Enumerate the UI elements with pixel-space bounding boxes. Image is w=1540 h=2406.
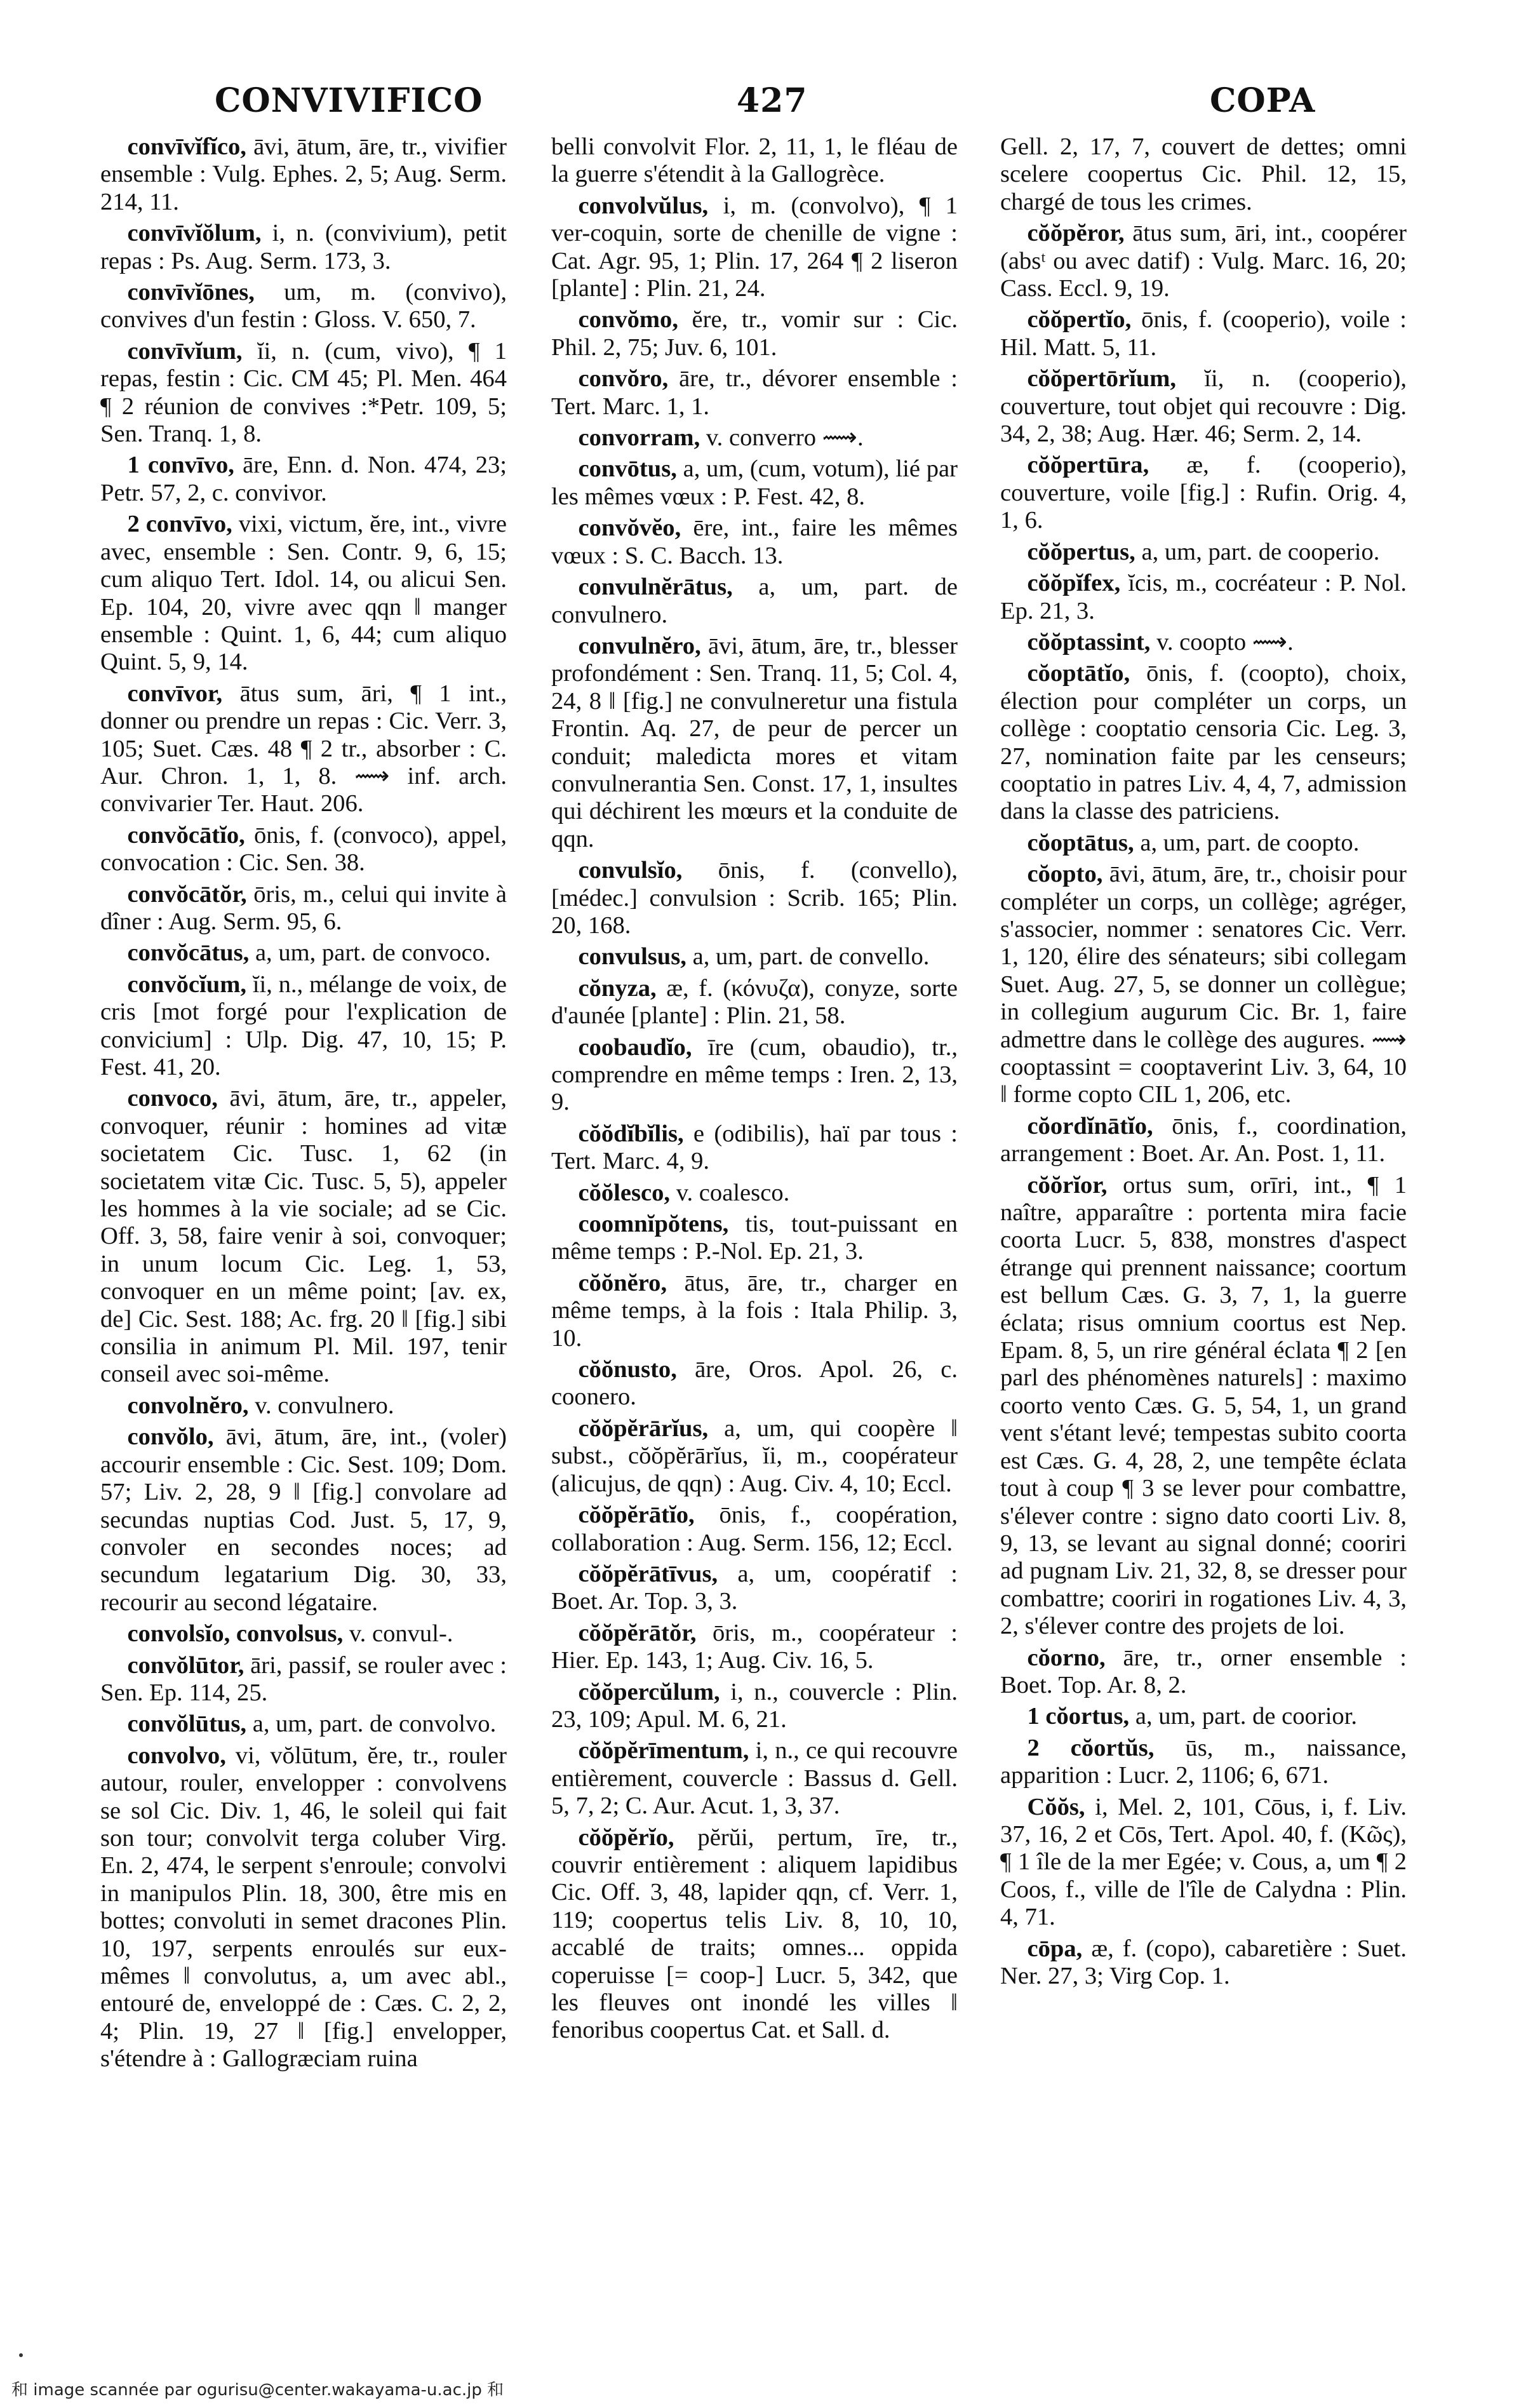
entry-definition: a, um, part. de convello. — [692, 943, 930, 971]
page-number: 427 — [737, 81, 808, 120]
dictionary-entry — [1000, 861, 1407, 1109]
dictionary-entry — [551, 975, 958, 1030]
entry-definition: æ, f. (κόνυζα), conyze, sorte d'aunée [plante] : Plin. 21, 58. — [551, 974, 958, 1030]
entry-headword: cŏŏpĕrātīvus, — [578, 1560, 718, 1587]
dictionary-column-3 — [1000, 133, 1407, 2337]
entry-headword: convīvĭōnes, — [127, 279, 255, 306]
entry-definition: i, n. (convivium), petit repas : Ps. Aug. Serm. 173, 3. — [100, 220, 507, 274]
entry-definition: ūs, m., naissance, apparition : Lucr. 2, 1106; 6, 671. — [1000, 1734, 1407, 1789]
dictionary-entry — [551, 1415, 958, 1498]
entry-headword: convolnĕro, — [127, 1392, 249, 1419]
entry-headword: convŏro, — [578, 365, 669, 393]
entry-definition: Gell. 2, 17, 7, couvert de dettes; omni scelere coopertus Cic. Phil. 12, 15, chargé de tous les crimes. — [1000, 133, 1407, 215]
entry-definition: um, m. (convivo), convives d'un festin : Gloss. V. 650, 7. — [100, 279, 507, 333]
scan-mark — [19, 2353, 23, 2357]
dictionary-entry — [551, 455, 958, 511]
entry-definition: belli convolvit Flor. 2, 11, 1, le fléau de la guerre s'étendit à la Gallogrèce. — [551, 133, 958, 188]
entry-definition: tis, tout-puissant en même temps : P.-Nol. Ep. 21, 3. — [551, 1211, 958, 1265]
dictionary-entry — [100, 1742, 507, 2073]
entry-headword: convŏlo, — [127, 1423, 214, 1451]
entry-definition: āvi, ātum, āre, tr., choisir pour compléter un corps, un collège; agréger, s'associer, nommer : senatores Cic. Verr. 1, 120, élire des sénateurs; sibi collegam Suet. Aug. 27, 5, se donner un collègue; in collegium augurum Cic. Br. 1, faire admettre dans le collège des augures. ⟿ cooptassint = cooptaverint Liv. 3, 64, 10 ‖ forme copto CIL 1, 206, etc. — [1000, 861, 1407, 1108]
entry-headword: 1 convīvo, — [127, 452, 234, 479]
entry-definition: a, um, qui coopère ‖ subst., cŏŏpĕrārĭus, ĭi, m., coopérateur (alicujus, de qqn) : Aug. Civ. 4, 10; Eccl. — [551, 1415, 958, 1497]
dictionary-entry — [551, 1824, 958, 2045]
dictionary-entry — [551, 633, 958, 853]
entry-definition: īre (cum, obaudio), tr., comprendre en même temps : Iren. 2, 13, 9. — [551, 1033, 958, 1116]
entry-headword: cŏŏpĕrātŏr, — [578, 1619, 697, 1646]
dictionary-entry — [1000, 452, 1407, 534]
dictionary-entry — [100, 279, 507, 334]
entry-definition: æ, f. (cooperio), couverture, voile [fig.] : Rufin. Orig. 4, 1, 6. — [1000, 452, 1407, 534]
dictionary-entry — [100, 680, 507, 818]
entry-headword: convīvĭum, — [127, 337, 243, 365]
entry-definition: ātus sum, āri, ¶ 1 int., donner ou prendre un repas : Cic. Verr. 3, 105; Suet. Cæs. 48 ¶ 2 tr., absorber : C. Aur. Chron. 1, 1, 8. ⟿ inf. arch. convivarier Ter. Haut. 206. — [100, 680, 507, 817]
dictionary-entry — [551, 192, 958, 303]
dictionary-entry — [551, 1034, 958, 1117]
running-head-left: CONVIVIFICO — [215, 81, 483, 120]
entry-headword: convŏlūtus, — [127, 1710, 247, 1738]
entry-headword: cōpa, — [1027, 1935, 1083, 1962]
entry-headword: convīvĭfĭco, — [127, 133, 246, 160]
dictionary-entry — [100, 939, 507, 967]
dictionary-entry — [1000, 830, 1407, 857]
dictionary-entry — [551, 857, 958, 939]
entry-headword: cŏŏpertus, — [1027, 538, 1135, 565]
entry-definition: a, um, (cum, votum), lié par les mêmes vœux : P. Fest. 42, 8. — [551, 455, 958, 510]
dictionary-entry — [551, 1502, 958, 1557]
dictionary-column-1 — [100, 133, 507, 2337]
entry-definition: i, n., couvercle : Plin. 23, 109; Apul. M. 6, 21. — [551, 1678, 958, 1733]
entry-definition: ātus sum, āri, int., coopérer (absᵗ ou avec datif) : Vulg. Marc. 16, 20; Cass. Eccl. 9, 19. — [1000, 220, 1407, 302]
dictionary-entry — [551, 1356, 958, 1411]
entry-definition: i, n., ce qui recouvre entièrement, couvercle : Bassus d. Gell. 5, 7, 2; C. Aur. Acut. 1, 3, 37. — [551, 1737, 958, 1820]
entry-definition: āri, passif, se rouler avec : Sen. Ep. 114, 25. — [100, 1651, 507, 1706]
entry-headword: cŏŏdĭbĭlis, — [578, 1120, 684, 1147]
dictionary-entry — [551, 424, 958, 452]
dictionary-entry — [100, 133, 507, 216]
dictionary-entry — [1000, 365, 1407, 448]
running-head-right: COPA — [1210, 81, 1316, 120]
entry-definition: a, um, part. de convolvo. — [252, 1710, 497, 1738]
entry-definition: e (odibilis), haï par tous : Tert. Marc. 4, 9. — [551, 1120, 958, 1175]
scan-credit: 和 image scannée par ogurisu@center.wakayama-u.ac.jp 和 — [11, 2381, 504, 2400]
dictionary-entry — [551, 133, 958, 189]
entry-headword: cŏŏpercŭlum, — [578, 1678, 720, 1705]
dictionary-entry — [100, 452, 507, 507]
entry-definition: a, um, part. de coopto. — [1140, 829, 1360, 856]
entry-headword: convŏcātus, — [127, 939, 250, 967]
entry-headword: 2 convīvo, — [127, 511, 232, 538]
dictionary-entry — [551, 365, 958, 420]
entry-headword: convŏcātŏr, — [127, 880, 247, 908]
dictionary-column-2 — [551, 133, 958, 2337]
entry-headword: cŏorno, — [1027, 1644, 1106, 1671]
entry-definition: āvi, ātum, āre, tr., appeler, convoquer, réunir : homines ad vitæ societatem Cic. Tusc. 1, 62 (in societatem vitæ Cic. Tusc. 5, 5), appeler les hommes à la vie sociale; ad se Cic. Off. 3, 58, faire venir à soi, convoquer; in unum locum Cic. Leg. 1, 53, convoquer en un même point; [av. ex, de] Cic. Sest. 188; Ac. frg. 20 ‖ [fig.] sibi consilia in animum Pl. Mil. 197, tenir conseil avec soi-même. — [100, 1085, 507, 1388]
dictionary-entry — [1000, 570, 1407, 625]
dictionary-entry — [551, 1120, 958, 1176]
entry-definition: v. converro ⟿. — [706, 424, 864, 452]
dictionary-entry — [1000, 1935, 1407, 1991]
entry-headword: cŏŏrĭor, — [1027, 1171, 1108, 1199]
dictionary-entry — [100, 1652, 507, 1707]
entry-headword: cŏnyza, — [578, 974, 657, 1002]
dictionary-entry — [1000, 1113, 1407, 1168]
entry-headword: cŏŏpertōrĭum, — [1027, 365, 1177, 393]
dictionary-entry — [551, 1211, 958, 1266]
entry-headword: cŏŏpĕrīmentum, — [578, 1737, 749, 1764]
dictionary-entry — [100, 1423, 507, 1616]
entry-definition: āvi, ātum, āre, tr., blesser profondément : Sen. Tranq. 11, 5; Col. 4, 24, 8 ‖ [fig.] ne convulneretur una fistula Frontin. Aq. 27, de peur de percer un conduit; maledicta mores et vitam convulnerantia Sen. Const. 17, 1, insultes qui déchirent les mœurs et la conduite de qqn. — [551, 632, 958, 852]
entry-definition: i, m. (convolvo), ¶ 1 ver-coquin, sorte de chenille de vigne : Cat. Agr. 95, 1; Plin. 17, 264 ¶ 2 liseron [plante] : Plin. 21, 24. — [551, 192, 958, 302]
entry-definition: ĭi, n., mélange de voix, de cris [mot forgé pour l'explication de convicium] : Ulp. Dig. 47, 10, 15; P. Fest. 41, 20. — [100, 971, 507, 1080]
dictionary-entry — [1000, 660, 1407, 825]
entry-headword: cŏŏpĕrārĭus, — [578, 1415, 709, 1442]
entry-definition: ōnis, f. (convello), [médec.] convulsion : Scrib. 165; Plin. 20, 168. — [551, 857, 958, 939]
dictionary-entry — [100, 1392, 507, 1420]
entry-headword: convōtus, — [578, 455, 677, 483]
dictionary-entry — [1000, 539, 1407, 566]
dictionary-entry — [551, 306, 958, 361]
entry-definition: v. coopto ⟿. — [1156, 628, 1294, 655]
entry-headword: cŏŏpĕrĭo, — [578, 1824, 674, 1851]
dictionary-entry — [100, 511, 507, 676]
entry-headword: convoco, — [127, 1085, 218, 1112]
dictionary-entry — [1000, 1794, 1407, 1932]
entry-definition: ōnis, f. (cooperio), voile : Hil. Matt. 5, 11. — [1000, 306, 1407, 361]
entry-headword: cŏŏpĭfex, — [1027, 570, 1121, 597]
dictionary-entry — [1000, 1644, 1407, 1700]
entry-definition: vi, vŏlūtum, ĕre, tr., rouler autour, rouler, envelopper : convolvens se sol Cic. Div. 1, 46, le soleil qui fait son tour; convolvit terga coluber Virg. En. 2, 474, le serpent s'enroule; convolvi in manipulos Plin. 18, 300, être mis en bottes; convoluti in semet dracones Plin. 10, 197, serpents enroulés sur eux-mêmes ‖ convolutus, a, um avec abl., entouré de, enveloppé de : Cæs. C. 2, 2, 4; Plin. 19, 27 ‖ [fig.] envelopper, s'étendre à : Gallogræciam ruina — [100, 1742, 507, 2073]
entry-definition: a, um, part. de convoco. — [255, 939, 491, 967]
entry-headword: convorram, — [578, 424, 700, 452]
entry-headword: 1 cŏortus, — [1027, 1703, 1130, 1730]
entry-definition: ĕre, tr., vomir sur : Cic. Phil. 2, 75; Juv. 6, 101. — [551, 306, 958, 361]
entry-definition: āvi, ātum, āre, int., (voler) accourir ensemble : Cic. Sest. 109; Dom. 57; Liv. 2, 28, 9 ‖ [fig.] convolare ad secundas nuptias Cod. Just. 5, 17, 9, convoler en secondes noces; ad secundum legatarium Dig. 30, 33, recourir au second légataire. — [100, 1423, 507, 1616]
entry-headword: cŏŏnĕro, — [578, 1269, 667, 1296]
dictionary-entry — [551, 1561, 958, 1616]
dictionary-entry — [1000, 1735, 1407, 1790]
dictionary-entry — [100, 1085, 507, 1388]
dictionary-entry — [100, 1620, 507, 1648]
dictionary-entry — [100, 1710, 507, 1738]
entry-headword: convolvŭlus, — [578, 192, 709, 219]
entry-headword: convolvo, — [127, 1742, 226, 1769]
entry-headword: convulnĕrātus, — [578, 574, 733, 601]
entry-definition: i, Mel. 2, 101, Cōus, i, f. Liv. 37, 16, 2 et Cōs, Tert. Apol. 40, f. (Κῶς), ¶ 1 île de la mer Egée; v. Cous, a, um ¶ 2 Coos, f., ville de l'île de Calydna : Plin. 4, 71. — [1000, 1793, 1407, 1931]
entry-definition: āre, tr., orner ensemble : Boet. Top. Ar. 8, 2. — [1000, 1644, 1407, 1698]
entry-definition: v. convulnero. — [255, 1392, 394, 1419]
dictionary-entry — [551, 943, 958, 971]
entry-headword: convŏlūtor, — [127, 1651, 244, 1679]
entry-definition: a, um, coopératif : Boet. Ar. Top. 3, 3. — [551, 1560, 958, 1615]
entry-headword: convulsus, — [578, 943, 686, 971]
entry-definition: ortus sum, orīri, int., ¶ 1 naître, apparaître : portenta mira facie coorta Lucr. 5, 838, monstres d'aspect étrange qui prennent naissance; coortum est bellum Cæs. G. 3, 7, 1, la guerre éclata; risus omnium coortus est Nep. Epam. 8, 5, un rire général éclata ¶ 2 [en parl des phénomènes naturels] : maximo coorto vento Cæs. G. 5, 54, 1, un grand vent s'étant levé; tempestas subito coorta est Cæs. G. 4, 28, 2, une tempête éclata tout à coup ¶ 3 se lever pour combattre, s'élever contre : signo dato coorti Liv. 8, 9, 13, se levant au signal donné; cooriri ad pugnam Liv. 21, 32, 8, se dresser pour combattre; cooriri in rogationes Liv. 4, 3, 2, s'élever contre des projets de loi. — [1000, 1171, 1407, 1640]
dictionary-entry — [100, 822, 507, 877]
entry-headword: convīvor, — [127, 680, 223, 707]
dictionary-entry — [100, 220, 507, 275]
entry-definition: a, um, part. de cooperio. — [1141, 538, 1380, 565]
entry-definition: ĭi, n. (cooperio), couverture, tout objet qui recouvre : Dig. 34, 2, 38; Aug. Hær. 46; Serm. 2, 14. — [1000, 365, 1407, 448]
dictionary-entry — [551, 1737, 958, 1820]
dictionary-entry — [551, 1679, 958, 1734]
entry-headword: cŏŏpĕrātĭo, — [578, 1502, 695, 1529]
entry-definition: āre, Enn. d. Non. 474, 23; Petr. 57, 2, c. convivor. — [100, 452, 507, 506]
entry-headword: coomnĭpŏtens, — [578, 1211, 729, 1238]
entry-headword: cŏoptātus, — [1027, 829, 1134, 856]
entry-definition: āre, tr., dévorer ensemble : Tert. Marc. 1, 1. — [551, 365, 958, 420]
entry-headword: convolsĭo, convolsus, — [127, 1620, 344, 1648]
entry-headword: cŏŏpertūra, — [1027, 452, 1149, 479]
entry-headword: convulsĭo, — [578, 857, 683, 884]
dictionary-entry — [1000, 220, 1407, 302]
entry-definition: a, um, part. de convulnero. — [551, 574, 958, 628]
entry-headword: cŏŏptassint, — [1027, 628, 1151, 655]
entry-headword: cŏordĭnātĭo, — [1027, 1112, 1153, 1139]
dictionary-entry — [1000, 1172, 1407, 1641]
entry-definition: ōris, m., coopérateur : Hier. Ep. 143, 1; Aug. Civ. 16, 5. — [551, 1619, 958, 1674]
entry-definition: a, um, part. de coorior. — [1135, 1703, 1358, 1730]
entry-definition: ōnis, f., coordination, arrangement : Boet. Ar. An. Post. 1, 11. — [1000, 1112, 1407, 1167]
entry-definition: v. coalesco. — [676, 1179, 790, 1206]
entry-definition: ōris, m., celui qui invite à dîner : Aug. Serm. 95, 6. — [100, 880, 507, 935]
entry-headword: cŏoptātĭo, — [1027, 660, 1130, 687]
entry-headword: cŏŏpertĭo, — [1027, 306, 1132, 333]
entry-headword: coobaudĭo, — [578, 1033, 692, 1061]
dictionary-entry — [100, 338, 507, 448]
dictionary-entry — [1000, 1703, 1407, 1730]
entry-headword: 2 cŏortŭs, — [1027, 1734, 1155, 1761]
entry-definition: āre, Oros. Apol. 26, c. coonero. — [551, 1356, 958, 1411]
entry-definition: pĕrŭi, pertum, īre, tr., couvrir entièrement : aliquem lapidibus Cic. Off. 3, 48, lapider qqn, cf. Verr. 1, 119; coopertus telis Liv. 8, 10, 10, accablé de traits; omnes... oppida coperuisse [= coop-] Lucr. 5, 342, que les fleuves ont inondé les villes ‖ fenoribus coopertus Cat. et Sall. d. — [551, 1824, 958, 2044]
entry-headword: cŏopto, — [1027, 861, 1103, 888]
entry-headword: Cŏŏs, — [1027, 1793, 1085, 1820]
entry-definition: vixi, victum, ĕre, int., vivre avec, ensemble : Sen. Contr. 9, 6, 15; cum aliquo Tert. Idol. 14, ou alicui Sen. Ep. 104, 20, vivre avec qqn ‖ manger ensemble : Quint. 1, 6, 44; cum aliquo Quint. 5, 9, 14. — [100, 511, 507, 676]
dictionary-entry — [551, 1270, 958, 1352]
entry-definition: ātus, āre, tr., charger en même temps, à la fois : Itala Philip. 3, 10. — [551, 1269, 958, 1352]
entry-headword: convŏcātĭo, — [127, 821, 245, 849]
entry-definition: ēre, int., faire les mêmes vœux : S. C. Bacch. 13. — [551, 514, 958, 569]
dictionary-entry — [1000, 306, 1407, 361]
dictionary-entry — [100, 881, 507, 936]
entry-headword: cŏŏpĕror, — [1027, 220, 1125, 247]
dictionary-entry — [1000, 629, 1407, 656]
entry-headword: cŏŏnusto, — [578, 1356, 677, 1383]
entry-headword: cŏŏlesco, — [578, 1179, 671, 1206]
entry-headword: convŏcĭum, — [127, 971, 246, 998]
dictionary-entry — [100, 971, 507, 1082]
entry-definition: ōnis, f. (coopto), choix, élection pour compléter un corps, un collège : cooptatio censoria Cic. Leg. 3, 27, nomination faite par les censeurs; cooptatio in patres Liv. 4, 4, 7, admission dans la classe des patriciens. — [1000, 660, 1407, 825]
dictionary-entry — [551, 574, 958, 629]
dictionary-entry — [1000, 133, 1407, 216]
entry-definition: æ, f. (copo), cabaretière : Suet. Ner. 27, 3; Virg Cop. 1. — [1000, 1935, 1407, 1989]
dictionary-entry — [551, 1620, 958, 1675]
entry-headword: convŏvĕo, — [578, 514, 681, 542]
entry-definition: ĭcis, m., cocréateur : P. Nol. Ep. 21, 3. — [1000, 570, 1407, 624]
entry-headword: convīvĭŏlum, — [127, 220, 262, 247]
entry-definition: āvi, ātum, āre, tr., vivifier ensemble : Vulg. Ephes. 2, 5; Aug. Serm. 214, 11. — [100, 133, 507, 215]
dictionary-entry — [551, 1179, 958, 1207]
entry-headword: convŏmo, — [578, 306, 678, 333]
entry-definition: ōnis, f. (convoco), appel, convocation : Cic. Sen. 38. — [100, 821, 507, 877]
entry-definition: v. convul-. — [349, 1620, 453, 1648]
entry-definition: ĭi, n. (cum, vivo), ¶ 1 repas, festin : Cic. CM 45; Pl. Men. 464 ¶ 2 réunion de convives :*Petr. 109, 5; Sen. Tranq. 1, 8. — [100, 337, 507, 448]
entry-headword: convulnĕro, — [578, 632, 701, 659]
entry-definition: ōnis, f., coopération, collaboration : Aug. Serm. 156, 12; Eccl. — [551, 1502, 958, 1556]
dictionary-entry — [551, 514, 958, 570]
